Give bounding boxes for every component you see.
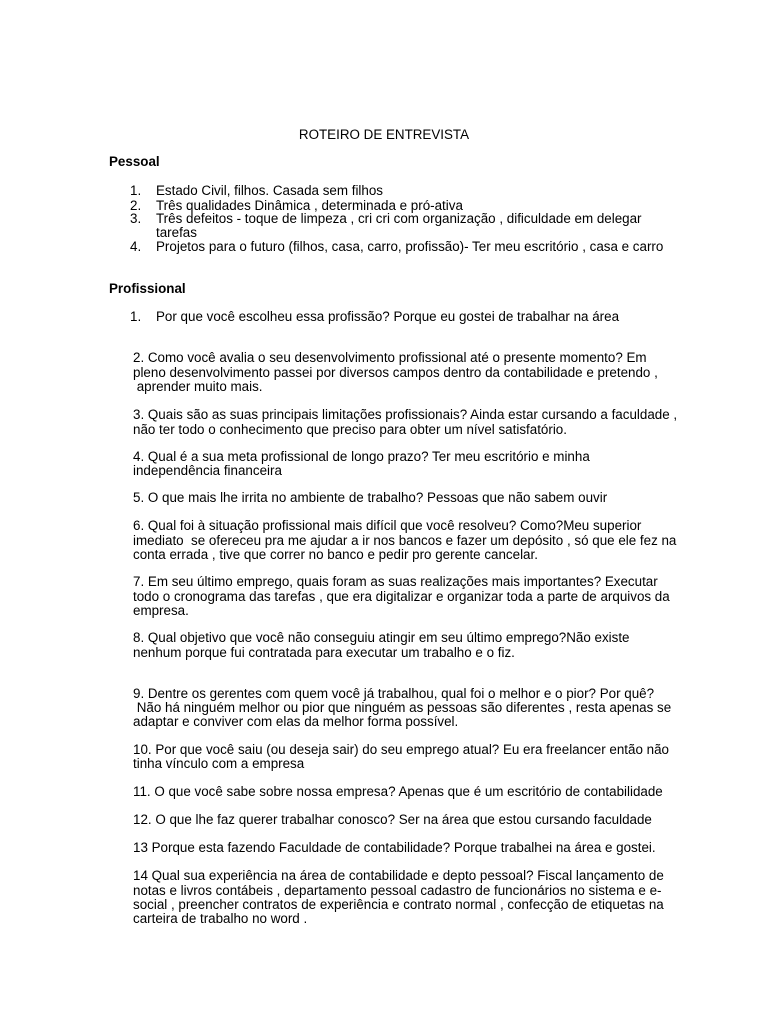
paragraph-line: 7. Em seu último emprego, quais foram as suas realizações mais importantes? Executar	[133, 574, 658, 589]
paragraph-line: 4. Qual é a sua meta profissional de longo prazo? Ter meu escritório e minha	[133, 449, 590, 464]
list-item-number: 3.	[130, 211, 142, 226]
list-item-text: Três qualidades Dinâmica , determinada e pró-ativa	[156, 198, 463, 213]
paragraph-line: 11. O que você sabe sobre nossa empresa? Apenas que é um escritório de contabilidade	[133, 784, 663, 799]
list-item-text-continued: tarefas	[156, 225, 197, 240]
paragraph-line: 3. Quais são as suas principais limitações profissionais? Ainda estar cursando a faculdade ,	[133, 407, 678, 422]
paragraph-line: carteira de trabalho no word .	[133, 911, 308, 926]
paragraph-line: 8. Qual objetivo que você não conseguiu atingir em seu último emprego?Não existe	[133, 630, 630, 645]
paragraph-line: todo o cronograma das tarefas , que era digitalizar e organizar toda a parte de arquivos da	[133, 589, 670, 604]
paragraph-line: social , preencher contratos de experiência e contrato normal , confecção de etiquetas na	[133, 897, 664, 912]
paragraph-line: empresa.	[133, 603, 189, 618]
paragraph-line: nenhum porque fui contratada para executar um trabalho e o fiz.	[133, 645, 515, 660]
paragraph-line: pleno desenvolvimento passei por diversos campos dentro da contabilidade e pretendo ,	[133, 365, 658, 380]
paragraph-line: não ter todo o conhecimento que preciso para obter um nível satisfatório.	[133, 422, 567, 437]
paragraph-line: tinha vínculo com a empresa	[133, 756, 305, 771]
paragraph-line: 6. Qual foi à situação profissional mais difícil que você resolveu? Como?Meu superior	[133, 518, 642, 533]
paragraph-line: independência financeira	[133, 463, 282, 478]
list-item-number: 4.	[130, 239, 142, 254]
paragraph-line: 5. O que mais lhe irrita no ambiente de trabalho? Pessoas que não sabem ouvir	[133, 490, 608, 505]
paragraph-line: 13 Porque esta fazendo Faculdade de contabilidade? Porque trabalhei na área e gostei.	[133, 840, 656, 855]
list-item-number: 1.	[130, 309, 142, 324]
paragraph-line: adaptar e conviver com elas da melhor forma possível.	[133, 714, 459, 729]
paragraph-line: 10. Por que você saiu (ou deseja sair) do seu emprego atual? Eu era freelancer então não	[133, 742, 669, 757]
paragraph-line: 12. O que lhe faz querer trabalhar conosco? Ser na área que estou cursando faculdade	[133, 812, 652, 827]
page-title: ROTEIRO DE ENTREVISTA	[298, 127, 470, 142]
paragraph-line: 2. Como você avalia o seu desenvolvimento profissional até o presente momento? Em	[133, 350, 647, 365]
list-item-text: Estado Civil, filhos. Casada sem filhos	[156, 183, 383, 198]
paragraph-line: 14 Qual sua experiência na área de contabilidade e depto pessoal? Fiscal lançamento de	[133, 868, 664, 883]
paragraph-line: notas e livros contábeis , departamento pessoal cadastro de funcionários no sistema e e-	[133, 883, 662, 898]
list-item-number: 1.	[130, 183, 142, 198]
paragraph-line: conta errada , tive que correr no banco e pedir pro gerente cancelar.	[133, 547, 538, 562]
list-item-text: Por que você escolheu essa profissão? Porque eu gostei de trabalhar na área	[156, 309, 620, 324]
list-item-text: Três defeitos - toque de limpeza , cri cri com organização , dificuldade em delegar	[156, 211, 642, 226]
list-item-text: Projetos para o futuro (filhos, casa, carro, profissão)- Ter meu escritório , casa e carro	[156, 239, 664, 254]
section-heading-profissional: Profissional	[109, 281, 186, 296]
paragraph-line: aprender muito mais.	[133, 379, 263, 394]
section-heading-pessoal: Pessoal	[109, 154, 160, 169]
paragraph-line: imediato se ofereceu pra me ajudar a ir nos bancos e fazer um depósito , só que ele fez na	[133, 533, 677, 548]
paragraph-line: Não há ninguém melhor ou pior que ninguém as pessoas são diferentes , resta apenas se	[133, 700, 672, 715]
paragraph-line: 9. Dentre os gerentes com quem você já trabalhou, qual foi o melhor e o pior? Por quê?	[133, 686, 655, 701]
list-item-number: 2.	[130, 198, 142, 213]
